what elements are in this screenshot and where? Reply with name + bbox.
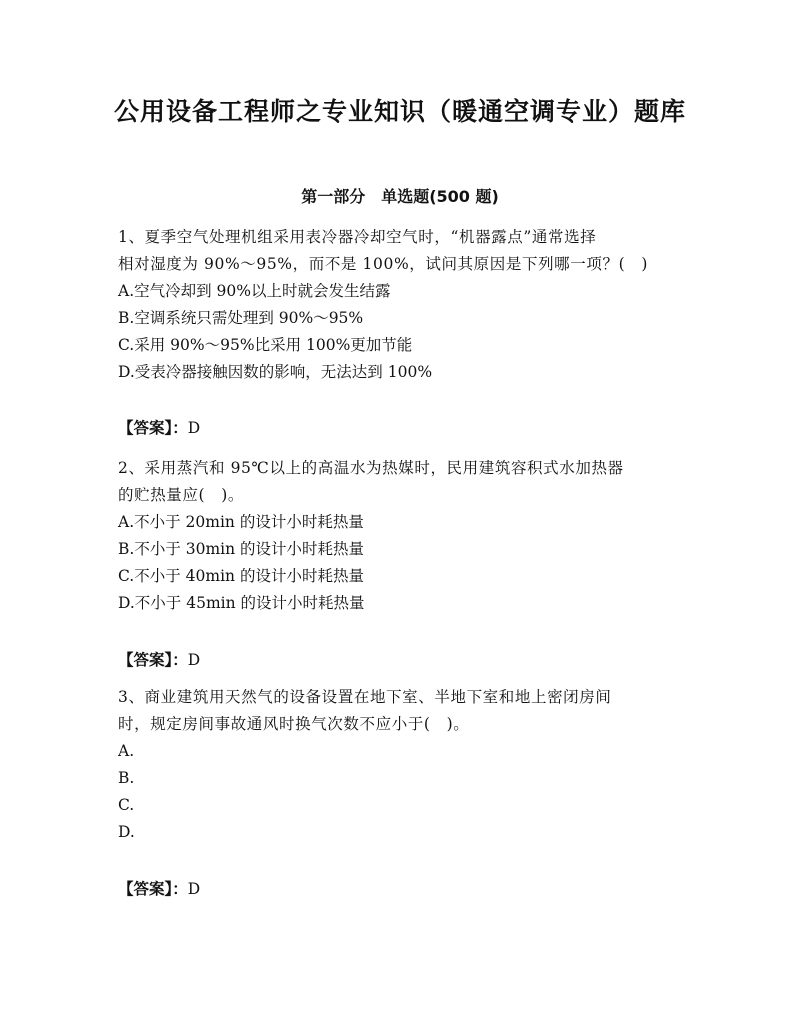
option-d: D. bbox=[118, 823, 135, 841]
stem-line: 3、商业建筑用天然气的设备设置在地下室、半地下室和地上密闭房间 bbox=[118, 688, 612, 706]
option-a: A.不小于 20min 的设计小时耗热量 bbox=[118, 513, 364, 531]
answer-1 bbox=[118, 416, 200, 438]
stem-line: 相对湿度为 90%～95%，而不是 100%，试问其原因是下列哪一项？( ) bbox=[118, 255, 648, 273]
option-d: D.受表冷器接触因数的影响，无法达到 100% bbox=[118, 363, 433, 381]
option-b: B.不小于 30min 的设计小时耗热量 bbox=[118, 540, 365, 558]
answer-value: D bbox=[187, 651, 201, 669]
answer-2 bbox=[118, 648, 200, 670]
option-b: B.空调系统只需处理到 90%～95% bbox=[118, 309, 364, 327]
question-stem bbox=[118, 455, 678, 509]
answer-label: 【答案】： bbox=[118, 880, 188, 898]
section-heading: 第一部分 单选题(500 题) bbox=[301, 187, 499, 206]
option-c: C.采用 90%～95%比采用 100%更加节能 bbox=[118, 336, 413, 354]
option-a: A.空气冷却到 90%以上时就会发生结露 bbox=[118, 282, 391, 300]
answer-value: D bbox=[187, 419, 201, 437]
option-d: D.不小于 45min 的设计小时耗热量 bbox=[118, 594, 365, 612]
question-stem bbox=[118, 684, 678, 738]
question-1 bbox=[118, 224, 678, 386]
stem-line: 时，规定房间事故通风时换气次数不应小于( )。 bbox=[118, 715, 470, 733]
answer-3 bbox=[118, 877, 200, 899]
option-a: A. bbox=[118, 742, 135, 760]
question-2 bbox=[118, 455, 678, 617]
answer-value: D bbox=[187, 880, 201, 898]
answer-label: 【答案】： bbox=[118, 419, 188, 437]
option-c: C.不小于 40min 的设计小时耗热量 bbox=[118, 567, 364, 585]
question-stem bbox=[118, 224, 678, 278]
answer-label: 【答案】： bbox=[118, 651, 188, 669]
page-title: 公用设备工程师之专业知识（暖通空调专业）题库 bbox=[113, 97, 686, 126]
stem-line: 2、采用蒸汽和 95℃以上的高温水为热媒时，民用建筑容积式水加热器 bbox=[118, 459, 624, 477]
option-b: B. bbox=[118, 769, 135, 787]
stem-line: 的贮热量应( )。 bbox=[118, 486, 244, 504]
question-3 bbox=[118, 684, 678, 846]
option-c: C. bbox=[118, 796, 135, 814]
stem-line: 1、夏季空气处理机组采用表冷器冷却空气时，“机器露点”通常选择 bbox=[118, 228, 597, 246]
